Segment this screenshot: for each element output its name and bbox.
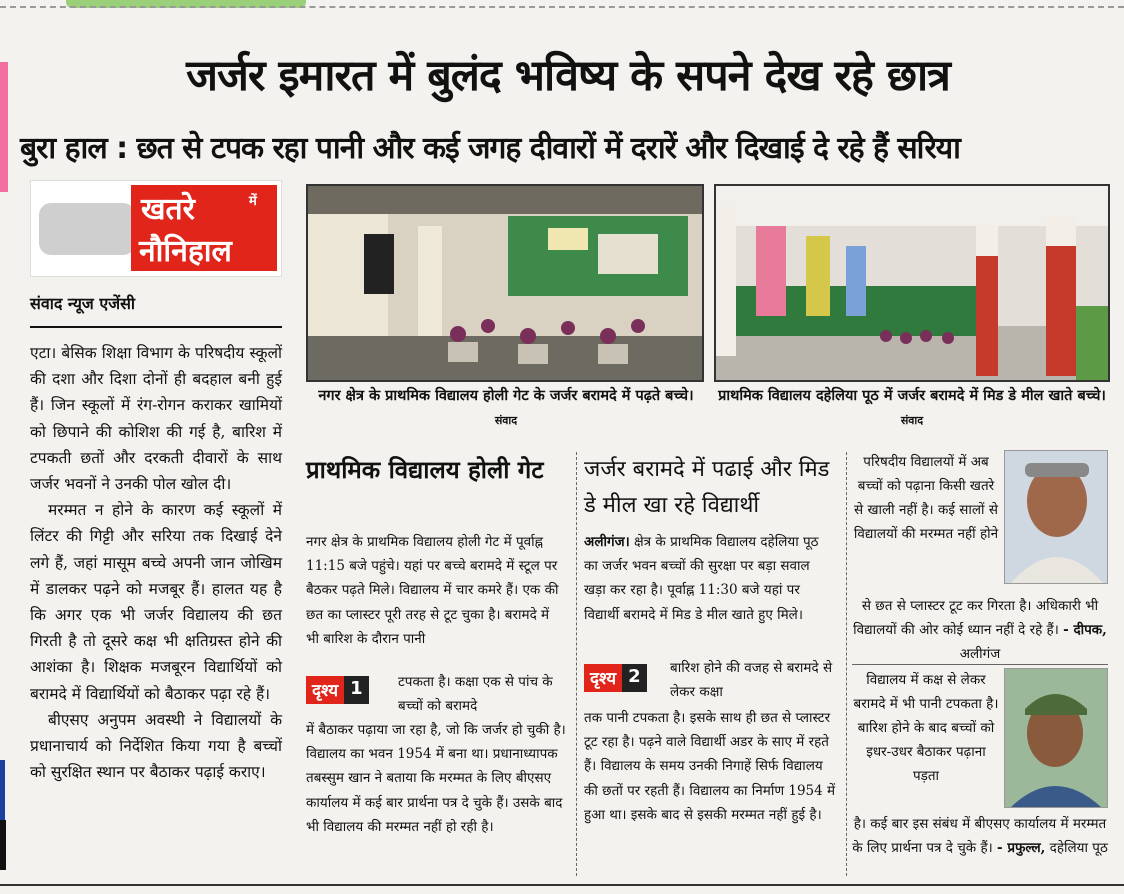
photo-holi-gate-school <box>306 184 704 382</box>
photo-praphull <box>1004 668 1108 808</box>
intro-paragraph: मरम्मत न होने के कारण कई स्कूलों में लिंटर की गिट्टी और सरिया तक दिखाई देने लगे हैं, जहां मासूम बच्चे अपनी जान जोखिम में डालकर पढ़ने को मजबूर हैं। हालत यह है कि अगर एक भी जर्जर विद्यालय की छत गिरती है तो दूसरे कक्ष भी क्षतिग्रस्त होने की आशंका है। शिक्षक मजबूरन विद्यार्थियों को बरामदे में विद्यार्थियों को बैठाकर पढ़ा रहे हैं। <box>30 501 282 703</box>
bottom-rule <box>0 884 1124 886</box>
left-pink-bar <box>0 62 8 192</box>
photo1-caption <box>310 384 702 433</box>
story2-beside-tag: बारिश होने की वजह से बरामदे से लेकर कक्षा <box>670 660 833 701</box>
photo1-caption-text: नगर क्षेत्र के प्राथमिक विद्यालय होली गेट के जर्जर बरामदे में पढ़ते बच्चे। <box>318 388 694 404</box>
portrait-man-cap-icon <box>1005 669 1107 807</box>
story1-beside-tag: टपकता है। कक्षा एक से पांच के बच्चों को बरामदे <box>398 674 553 715</box>
scene-tag-number: 2 <box>622 664 647 692</box>
quote1-text-below <box>852 594 1108 666</box>
logo-line2: नौनिहाल <box>139 234 232 269</box>
story1-tag <box>306 676 369 704</box>
headline: जर्जर इमारत में बुलंद भविष्य के सपने देख रहे छात्र <box>186 51 950 101</box>
portrait-man-icon <box>1005 451 1107 583</box>
intro-paragraph: एटा। बेसिक शिक्षा विभाग के परिषदीय स्कूलों की दशा और दिशा दोनों ही बदहाल बनी हुई हैं। जिन स्कूलों में रंग-रोगन कराकर खामियों को छिपाने की कोशिश की गई है, बारिश में टपकती छतों और दरकती दीवारों के साथ जर्जर भवनों ने उनकी पोल खोल दी। <box>30 344 282 494</box>
scene-tag-number: 1 <box>344 676 369 704</box>
story2-heading: जर्जर बरामदे में पढाई और मिड डे मील खा रहे विद्यार्थी <box>584 457 830 518</box>
logo-line1-small: में <box>249 194 257 209</box>
photo2-caption-text: प्राथमिक विद्यालय दहेलिया पूठ में जर्जर बरामदे में मिड डे मील खाते बच्चे। <box>718 388 1106 404</box>
quote1-text: से छत से प्लास्टर टूट कर गिरता है। अधिकारी भी विद्यालयों की ओर कोई ध्यान नहीं दे रहे हैं। <box>853 598 1099 638</box>
scene-tag-word: दृश्य <box>584 664 622 692</box>
photo1-credit: संवाद <box>494 414 518 427</box>
story2-para2: तक पानी टपकता है। इसके साथ ही छत से प्लास्टर टूट रहा है। पढ़ने वाले विद्यार्थी अडर के साए में रहते हैं। विद्यालय के समय उनकी निगाहें सिर्फ विद्यालय की छतों पर रहती हैं। विद्यालय का निर्माण 1954 में हुआ था। इसके बाद से इसकी मरम्मत नहीं हुई है। <box>584 710 836 823</box>
column-divider <box>846 452 847 876</box>
quote1-place: अलीगंज <box>959 646 1001 662</box>
photo-veranda-classroom <box>308 186 702 380</box>
story2-para1 <box>584 530 834 627</box>
column-divider <box>576 452 577 876</box>
intro-paragraph: बीएसए अनुपम अवस्थी ने विद्यालयों के प्रधानाचार्य को निर्देशित किया गया है बच्चों को सुरक्षित स्थान पर बैठाकर पढ़ाई कराए। <box>30 710 282 782</box>
quote2-place: दहेलिया पूठ <box>1049 840 1108 856</box>
quote1-text-beside: परिषदीय विद्यालयों में अब बच्चों को पढ़ाना किसी खतरे से खाली नहीं है। कई सालों से विद्यालयों की मरम्मत नहीं होने <box>853 454 999 542</box>
intro-column <box>30 340 282 785</box>
quote2-text-beside: विद्यालय में कक्ष से लेकर बरामदे में भी पानी टपकता है। बारिश होने के बाद बच्चों को इधर-उधर बैठाकर पढ़ाना पड़ता <box>853 672 999 784</box>
story1-para2: में बैठाकर पढ़ाया जा रहा है, जो कि जर्जर हो चुकी है। विद्यालय का भवन 1954 में बना था। प्रधानाध्यापक तबस्सुम खान ने बताया कि मरम्मत के लिए बीएसए कार्यालय में कई बार प्रार्थना पत्र दे चुके हैं। उसके बाद भी विद्यालय की मरम्मत नहीं हो रही है। <box>306 722 566 835</box>
byline: संवाद न्यूज एजेंसी <box>30 294 136 313</box>
crack-stone-image <box>39 203 135 255</box>
series-logo <box>30 180 282 277</box>
photo-deepak <box>1004 450 1108 584</box>
logo-line1: खतरे <box>141 192 195 227</box>
photo-veranda-midday-meal <box>716 186 1108 380</box>
quote2-text: है। कई बार इस संबंध में बीएसए कार्यालय में मरम्मत के लिए प्रार्थना पत्र दे चुके हैं। <box>852 816 1107 856</box>
logo-red-panel <box>131 185 277 271</box>
photo2-caption <box>714 384 1110 433</box>
left-black-bar <box>0 820 6 870</box>
top-dashed-rule <box>0 6 1124 8</box>
quote2-text-below <box>852 812 1108 860</box>
story1-heading: प्राथमिक विद्यालय होली गेट <box>306 456 544 484</box>
byline-rule <box>30 326 282 328</box>
story1-para1: नगर क्षेत्र के प्राथमिक विद्यालय होली गेट में पूर्वाह्न 11:15 बजे पहुंचे। यहां पर बच्चे बरामदे में स्टूल पर बैठकर पढ़ते मिले। विद्यालय में चार कमरे हैं। एक की छत का प्लास्टर पूरी तरह से टूट चुका है। बरामदे में भी बारिश के दौरान पानी <box>306 534 559 647</box>
subheadline: बुरा हाल : छत से टपक रहा पानी और कई जगह दीवारों में दरारें और दिखाई दे रहे हैं सरिया <box>20 131 960 166</box>
photo2-credit: संवाद <box>900 414 924 427</box>
scene-tag-word: दृश्य <box>306 676 344 704</box>
story2-para1-text: क्षेत्र के प्राथमिक विद्यालय दहेलिया पूठ का जर्जर भवन बच्चों की सुरक्षा पर बड़ा सवाल खड़ा कर रहा है। पूर्वाह्न 11:30 बजे यहां पर विद्यार्थी बरामदे में मिड डे मील खाते हुए मिले। <box>584 534 819 623</box>
photo-dahelia-puth-school <box>714 184 1110 382</box>
left-blue-bar <box>0 760 5 820</box>
story2-dateline: अलीगंज। <box>584 534 630 550</box>
quote-divider <box>852 664 1108 665</box>
story2-tag <box>584 664 647 692</box>
quote2-name: - प्रफुल्ल, <box>997 840 1046 856</box>
quote1-name: - दीपक, <box>1063 622 1107 638</box>
